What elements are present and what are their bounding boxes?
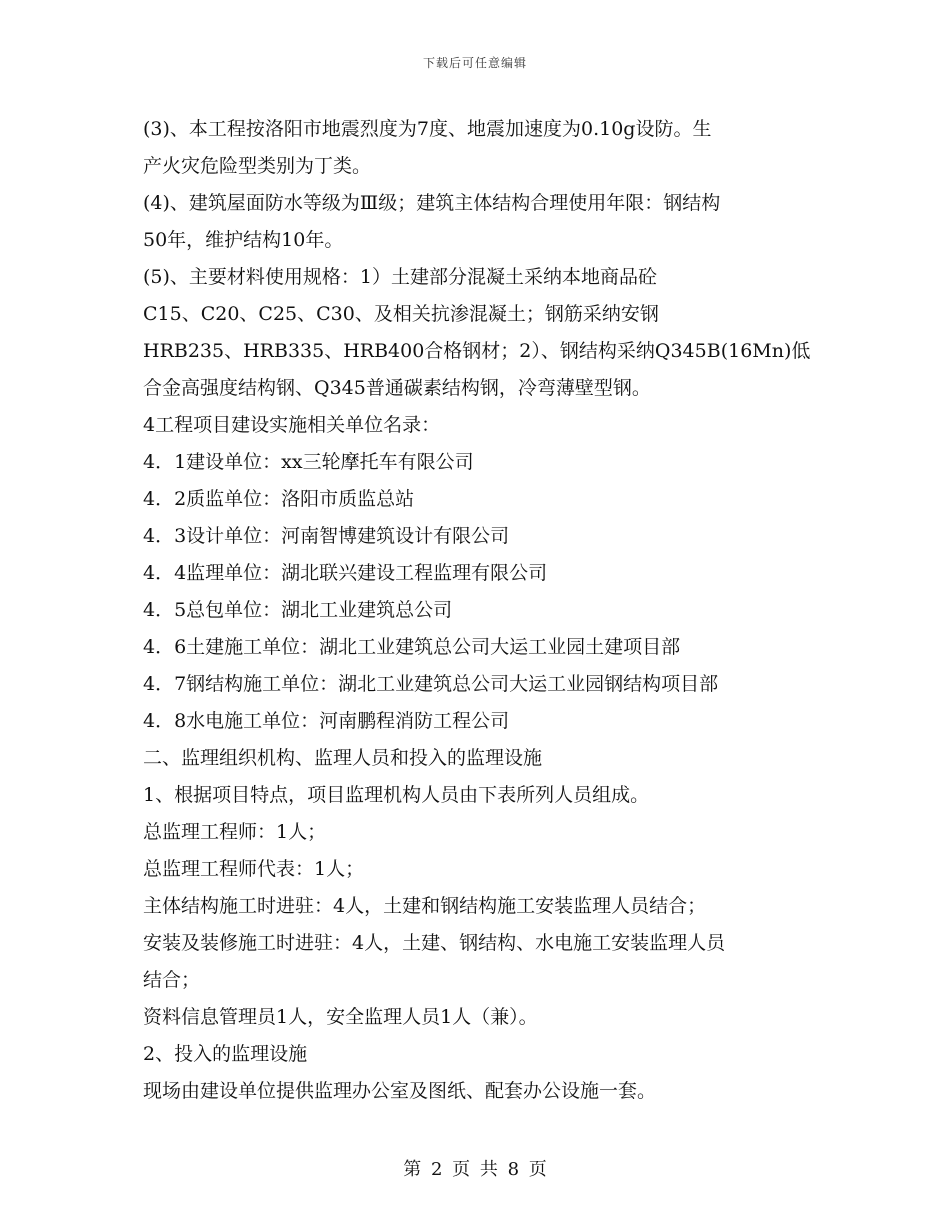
page-header: 下载后可任意编辑 — [422, 56, 527, 70]
section-heading: 2、投入的监理设施 — [143, 1043, 308, 1065]
unit-item: 4．3设计单位：河南智博建筑设计有限公司 — [143, 525, 510, 547]
text-line: 50年，维护结构10年。 — [143, 229, 344, 251]
text-line: 产火灾危险型类别为丁类。 — [143, 155, 372, 177]
unit-item: 4．6土建施工单位：湖北工业建筑总公司大运工业园土建项目部 — [143, 636, 681, 658]
text-line: 主体结构施工时进驻：4人，土建和钢结构施工安装监理人员结合； — [143, 895, 707, 917]
text-line: 结合； — [143, 969, 201, 991]
text-line: 安装及装修施工时进驻：4人，土建、钢结构、水电施工安装监理人员 — [143, 932, 726, 954]
unit-item: 4．1建设单位：xx三轮摩托车有限公司 — [143, 451, 474, 473]
unit-item: 4．7钢结构施工单位：湖北工业建筑总公司大运工业园钢结构项目部 — [143, 673, 719, 695]
text-line: (3)、本工程按洛阳市地震烈度为7度、地震加速度为0.10g设防。生 — [143, 118, 712, 140]
text-line: 合金高强度结构钢、Q345普通碳素结构钢，冷弯薄壁型钢。 — [143, 377, 651, 399]
text-line: (5)、主要材料使用规格：1）土建部分混凝土采纳本地商品砼 — [143, 266, 658, 288]
unit-item: 4．4监理单位：湖北联兴建设工程监理有限公司 — [143, 562, 548, 584]
section-heading: 4工程项目建设实施相关单位名录： — [143, 414, 441, 436]
text-line: 资料信息管理员1人，安全监理人员1人（兼）。 — [143, 1006, 538, 1028]
unit-item: 4．2质监单位：洛阳市质监总站 — [143, 488, 415, 510]
unit-item: 4．5总包单位：湖北工业建筑总公司 — [143, 599, 453, 621]
text-line: HRB235、HRB335、HRB400合格钢材；2）、钢结构采纳Q345B(16Mn)低 — [143, 340, 811, 362]
text-line: (4)、建筑屋面防水等级为Ⅲ级；建筑主体结构合理使用年限：钢结构 — [143, 192, 721, 214]
text-line: 总监理工程师：1人； — [143, 821, 327, 843]
section-heading: 二、监理组织机构、监理人员和投入的监理设施 — [143, 747, 543, 769]
document-body — [143, 111, 815, 1110]
text-line: 总监理工程师代表：1人； — [143, 858, 365, 880]
text-line: 现场由建设单位提供监理办公室及图纸、配套办公设施一套。 — [143, 1080, 657, 1102]
text-line: 1、根据项目特点，项目监理机构人员由下表所列人员组成。 — [143, 784, 650, 806]
page-footer: 第 2 页 共 8 页 — [403, 1159, 547, 1180]
text-line: C15、C20、C25、C30、及相关抗渗混凝土；钢筋采纳安钢 — [143, 303, 659, 325]
unit-item: 4．8水电施工单位：河南鹏程消防工程公司 — [143, 710, 510, 732]
